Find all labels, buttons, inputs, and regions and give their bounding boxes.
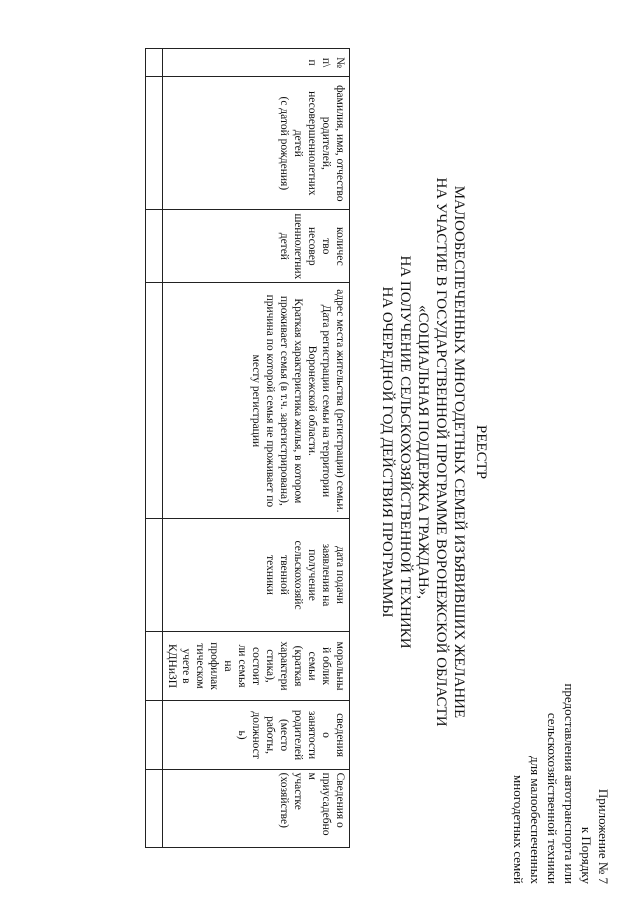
table-cell [146, 631, 163, 701]
table-row [146, 49, 163, 848]
appendix-line: к Порядку [579, 826, 594, 884]
header-cell-kids: количес тво несовер шеннолетних детей [163, 210, 350, 283]
header-cell-fio: фамилия, имя, отчество родителей, несовершеннолетних детей (с датой рождения) [163, 77, 350, 210]
title-line: НА ОЧЕРЕДНОЙ ГОД ДЕЙСТВИЯ ПРОГРАММЫ [379, 286, 395, 618]
appendix-header [510, 504, 612, 884]
title-main: РЕЕСТР [473, 424, 489, 480]
appendix-line: Приложение № 7 [596, 788, 611, 884]
table-cell [146, 519, 163, 631]
appendix-line: предоставления автотранспорта или [562, 683, 577, 884]
document-page [20, 12, 620, 892]
appendix-line: для малообеспеченных [528, 755, 543, 884]
title-line: НА УЧАСТИЕ В ГОСУДАРСТВЕННОЙ ПРОГРАММЕ ВОРОНЕЖСКОЙ ОБЛАСТИ [433, 177, 449, 727]
title-line: МАЛООБЕСПЕЧЕННЫХ МНОГОДЕТНЫХ СЕМЕЙ ИЗЪЯВИВШИХ ЖЕЛАНИЕ [451, 185, 467, 719]
table-cell [146, 49, 163, 77]
header-cell-plot: Сведения о приусадебно м участке (хозяйстве) [163, 769, 350, 847]
header-cell-num: № п\ п [163, 49, 350, 77]
appendix-line: сельскохозяйственной техники [545, 712, 560, 884]
header-cell-date: дата подачи заявления на получение сельскохозяйс твенной техники [163, 519, 350, 631]
header-cell-moral: моральны й облик семьи (краткая характери стика), состоит ли семья на профилак тическом учете в КДНиЗП [163, 631, 350, 701]
header-cell-employment: сведения о занятости родителей (место работы, должност ь) [163, 701, 350, 769]
appendix-line: многодетных семей [511, 775, 526, 884]
title-line: «СОЦИАЛЬНАЯ ПОДДЕРЖКА ГРАЖДАН», [415, 305, 431, 599]
table-cell [146, 283, 163, 519]
registry-title [378, 112, 490, 792]
table-cell [146, 701, 163, 769]
registry-table [145, 48, 350, 848]
table-cell [146, 210, 163, 283]
table-cell [146, 769, 163, 847]
table-cell [146, 77, 163, 210]
header-cell-address: адрес места жительства (регистрации) семьи. Дата регистрации семьи на территории Воронежской области. Краткая характеристика жилья, в котором проживает семья (в т.ч. зарегистрирована), причина по которой семья не проживает по месту регистрации [163, 283, 350, 519]
title-line: НА ПОЛУЧЕНИЕ СЕЛЬСКОХОЗЯЙСТВЕННОЙ ТЕХНИКИ [397, 255, 413, 649]
header-row [163, 49, 350, 848]
